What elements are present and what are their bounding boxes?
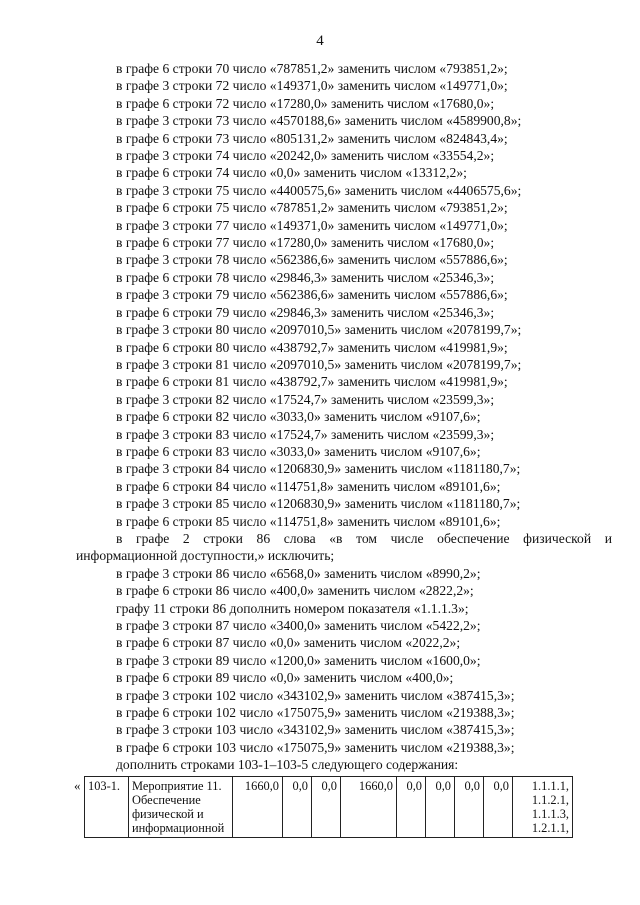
cell-col6: 1660,0 [341, 777, 397, 838]
amendment-line: графу 11 строки 86 дополнить номером показателя «1.1.1.3»; [116, 600, 469, 616]
cell-name: Мероприятие 11. Обеспечение физической и информационной [129, 777, 233, 838]
amendment-list-after [0, 565, 640, 774]
amendment-line: в графе 3 строки 78 число «562386,6» заменить числом «557886,6»; [116, 252, 508, 268]
amendment-line: в графе 6 строки 82 число «3033,0» заменить числом «9107,6»; [116, 409, 481, 425]
amendment-line: в графе 3 строки 85 число «1206830,9» заменить числом «1181180,7»; [116, 496, 521, 512]
amendment-line: в графе 6 строки 74 число «0,0» заменить числом «13312,2»; [116, 165, 467, 181]
amendment-line: в графе 3 строки 102 число «343102,9» заменить числом «387415,3»; [116, 687, 515, 703]
cell-col5: 0,0 [312, 777, 341, 838]
amendment-line: в графе 6 строки 72 число «17280,0» заменить числом «17680,0»; [116, 95, 495, 111]
paragraph-line-2: информационной доступности,» исключить; [76, 548, 335, 564]
amendment-line: в графе 3 строки 86 число «6568,0» заменить числом «8990,2»; [116, 565, 481, 581]
document-body [0, 60, 640, 774]
amendment-line: в графе 3 строки 103 число «343102,9» заменить числом «387415,3»; [116, 722, 515, 738]
amendment-line: в графе 3 строки 82 число «17524,7» заменить числом «23599,3»; [116, 391, 495, 407]
amendment-line: в графе 3 строки 79 число «562386,6» заменить числом «557886,6»; [116, 287, 508, 303]
amendment-line: в графе 3 строки 75 число «4400575,6» заменить числом «4406575,6»; [116, 182, 522, 198]
amendment-line: в графе 6 строки 81 число «438792,7» заменить числом «419981,9»; [116, 374, 508, 390]
cell-indicators: 1.1.1.1, 1.1.2.1, 1.1.1.3, 1.2.1.1, [513, 777, 573, 838]
amendment-line: в графе 6 строки 75 число «787851,2» заменить числом «793851,2»; [116, 200, 508, 216]
amendment-line: в графе 6 строки 102 число «175075,9» заменить числом «219388,3»; [116, 705, 515, 721]
table-row [85, 777, 573, 838]
amendment-line: в графе 6 строки 73 число «805131,2» заменить числом «824843,4»; [116, 130, 508, 146]
amendment-line: в графе 6 строки 70 число «787851,2» заменить числом «793851,2»; [116, 61, 508, 76]
amendment-line: в графе 6 строки 79 число «29846,3» заменить числом «25346,3»; [116, 304, 495, 320]
amendment-line: в графе 3 строки 87 число «3400,0» заменить числом «5422,2»; [116, 618, 481, 633]
amendment-line: в графе 6 строки 78 число «29846,3» заменить числом «25346,3»; [116, 269, 495, 285]
amendment-list-before [0, 60, 640, 530]
page-number: 4 [316, 33, 324, 49]
open-quote: « [74, 778, 81, 793]
amendment-line: в графе 6 строки 77 число «17280,0» заменить числом «17680,0»; [116, 235, 495, 251]
amendment-line: в графе 6 строки 103 число «175075,9» заменить числом «219388,3»; [116, 739, 515, 755]
amendment-line: в графе 3 строки 77 число «149371,0» заменить числом «149771,0»; [116, 217, 508, 233]
amendment-line: дополнить строками 103-1–103-5 следующего содержания: [116, 757, 459, 773]
table [84, 776, 573, 838]
amendment-line: в графе 6 строки 84 число «114751,8» заменить числом «89101,6»; [116, 478, 501, 494]
cell-col7: 0,0 [397, 777, 426, 838]
amendment-line: в графе 6 строки 86 число «400,0» заменить числом «2822,2»; [116, 583, 474, 599]
cell-col9: 0,0 [455, 777, 484, 838]
cell-col4: 0,0 [283, 777, 312, 838]
amendment-line: в графе 3 строки 83 число «17524,7» заменить числом «23599,3»; [116, 426, 495, 442]
paragraph-line-1: в графе 2 строки 86 слова «в том числе обеспечение физической и [116, 530, 612, 546]
amendment-line: в графе 3 строки 81 число «2097010,5» заменить числом «2078199,7»; [116, 356, 522, 372]
amendment-line: в графе 3 строки 74 число «20242,0» заменить числом «33554,2»; [116, 148, 495, 164]
amendment-line: в графе 6 строки 80 число «438792,7» заменить числом «419981,9»; [116, 339, 508, 355]
amendment-line: в графе 6 строки 83 число «3033,0» заменить числом «9107,6»; [116, 443, 481, 459]
amendment-line: в графе 3 строки 72 число «149371,0» заменить числом «149771,0»; [116, 78, 508, 94]
amendment-line: в графе 6 строки 85 число «114751,8» заменить числом «89101,6»; [116, 513, 501, 529]
amendment-line: в графе 3 строки 80 число «2097010,5» заменить числом «2078199,7»; [116, 322, 522, 338]
amendment-line: в графе 3 строки 73 число «4570188,6» заменить числом «4589900,8»; [116, 113, 522, 129]
cell-number: 103-1. [85, 777, 129, 838]
cell-col3: 1660,0 [233, 777, 283, 838]
amendment-line: в графе 3 строки 89 число «1200,0» заменить числом «1600,0»; [116, 652, 481, 668]
cell-col10: 0,0 [484, 777, 513, 838]
cell-col8: 0,0 [426, 777, 455, 838]
amendment-line: в графе 3 строки 84 число «1206830,9» заменить числом «1181180,7»; [116, 461, 521, 477]
amendment-line: в графе 6 строки 89 число «0,0» заменить числом «400,0»; [116, 670, 454, 686]
amendment-line: в графе 6 строки 87 число «0,0» заменить числом «2022,2»; [116, 635, 461, 651]
